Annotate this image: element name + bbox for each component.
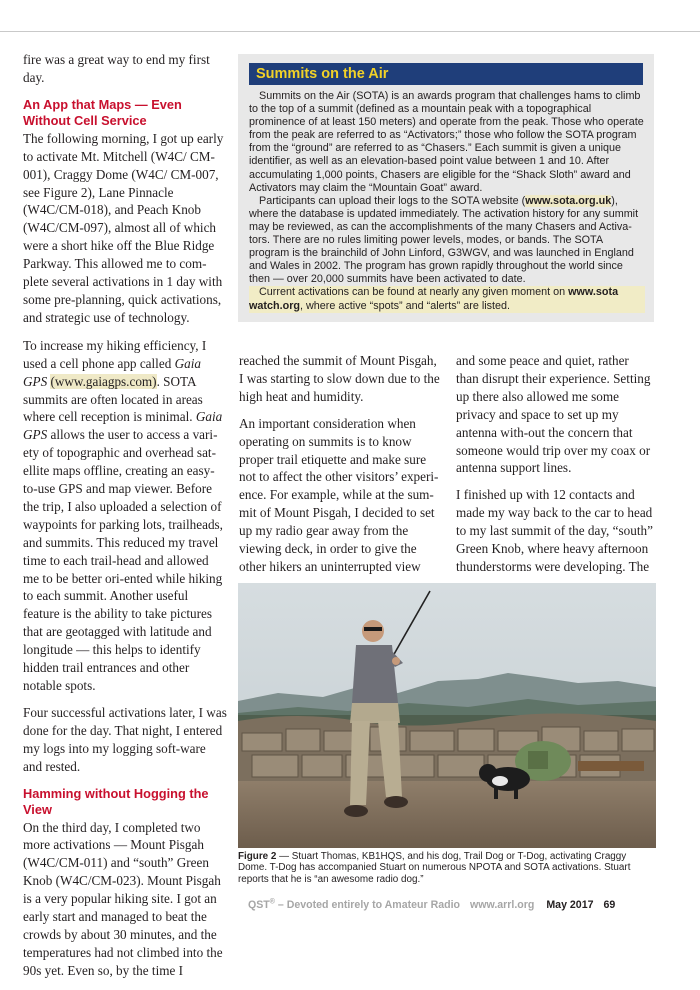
paragraph: fire was a great way to end my first day. xyxy=(23,52,210,85)
bench xyxy=(578,761,644,771)
sidebar-paragraph: Current activations can be found at nearly any given moment on www.sota watch.org, where active “spots” and “alerts” are listed. xyxy=(249,286,645,312)
page-footer xyxy=(248,898,668,911)
middle-column xyxy=(239,352,442,585)
left-column xyxy=(23,51,228,990)
section-heading-app: An App that Maps — Even Without Cell Service xyxy=(23,96,182,128)
gaia-url-link[interactable]: (www.gaiagps.com) xyxy=(50,373,157,389)
figure-2-photo xyxy=(238,583,656,848)
sidebar-paragraph: Summits on the Air (SOTA) is an awards program that challenges hams to climb to the top of a summit (defined as a mountain peak with a topographical prominence of at least 150 meters) and operate from the peak. Those who operate from the peak are referred to as “Activators;” those who follow the SOTA program from the “ground” are referred to as “Chasers.” Each summit is given a unique identifier, as well as an elevation-based point value between 1 and 10. After accumulating 1,000 points, Chasers are eligible for the “Shack Sloth” award and Activators may claim the “Mountain Goat” award. xyxy=(249,90,644,194)
paragraph: On the third day, I completed two more activations — Mount Pisgah (W4C/CM-011) and “south” Green Knob (W4C/CM-023). Mount Pisgah is a very popular hiking site. I got an early start and managed to beat the crowds by about 30 minutes, and the temperatures had not climbed into the 90s yet. Even so, by the time I xyxy=(23,819,223,978)
sota-sidebar-box xyxy=(238,54,654,322)
footer-url[interactable]: www.arrl.org xyxy=(470,898,535,911)
footer-issue: May 2017 xyxy=(546,898,594,911)
figure-caption: Figure 2 — Stuart Thomas, KB1HQS, and his dog, Trail Dog or T-Dog, activating Craggy Dome. T-Dog has accompanied Stuart on numerous NPOTA and SOTA activations. Stuart reports that he is “an awesome radio dog.” xyxy=(238,851,631,885)
paragraph: Four successful activations later, I was done for the day. That night, I entered my logs into my logging soft-ware and rested. xyxy=(23,704,227,774)
ground xyxy=(238,781,656,848)
photo-illustration xyxy=(238,583,656,848)
sotawatch-url-link[interactable]: www.sota watch.org xyxy=(249,286,619,312)
right-column xyxy=(456,352,653,585)
sidebar-paragraph: Participants can upload their logs to the SOTA website (www.sota.org.uk), where the database is updated immediately. The activation history for any summit may be reviewed, as can the accomplishments of the many Chasers and Activa-tors. There are no rules limiting power levels, modes, or bands. The SOTA program is the brainchild of John Linford, G3WGV, and was launched in England and Wales in 2002. The program has grown rapidly throughout the world since then — over 20,000 summits have been activated to date. xyxy=(249,194,639,286)
footer-qst: QST® – Devoted entirely to Amateur Radio xyxy=(248,898,460,911)
paragraph: I finished up with 12 contacts and made my way back to the car to head to my last summit of the day, “south” Green Knob, where heavy afternoon thunderstorms were developing. The xyxy=(456,487,653,574)
section-heading-hamming: Hamming without Hogging the View xyxy=(23,785,209,817)
page-number: 69 xyxy=(603,898,616,911)
sidebar-title: Summits on the Air xyxy=(249,63,643,85)
paragraph: To increase my hiking efficiency, I used a cell phone app called Gaia GPS (www.gaiagps.com). SOTA summits are often located in areas where cell reception is minimal. Gaia GPS allows the user to access a vari-ety of topographic and overhead sat-ellite maps offline, creating an easy-to-use GPS and map viewer. Before the trip, I also uploaded a selection of waypoints for parking lots, trailheads, and summits. This reduced my travel time to each trail-head and allowed me to be better ori-ented while hiking to each summit. Another useful feature is the ability to take pictures that are geotagged with latitude and longitude — this helps to identify hidden trail entrances and other notable spots. xyxy=(23,337,223,693)
sidebar-body xyxy=(249,90,645,313)
sota-url-link[interactable]: www.sota.org.uk xyxy=(525,194,612,207)
header-rule xyxy=(0,31,700,32)
paragraph: An important consideration when operating on summits is to know proper trail etiquette and make sure not to affect the other visitors’ experi-ence. For example, while at the sum-mit of Mount Pisgah, I decided to set up my radio gear away from the viewing deck, in order to give the other hikers an uninterrupted view xyxy=(239,415,439,574)
paragraph: The following morning, I got up early to activate Mt. Mitchell (W4C/ CM-001), Craggy Dome (W4C/ CM-007, see Figure 2), Lane Pinnacle (W4C/CM-018), and Peach Knob (W4C/CM-097), almost all of which were a short hike off the Blue Ridge Parkway. This allowed me to com-plete several activations in 1 day with some pre-planning, quick activations, and strategic use of technology. xyxy=(23,130,224,325)
caption-label: Figure 2 xyxy=(238,851,277,862)
paragraph: reached the summit of Mount Pisgah, I was starting to slow down due to the high heat and humidity. xyxy=(239,353,440,404)
paragraph: and some peace and quiet, rather than disrupt their experience. Setting up there also allowed me some privacy and space to set up my antenna with-out the concern that someone would trip over my coax or antenna support lines. xyxy=(456,353,651,476)
